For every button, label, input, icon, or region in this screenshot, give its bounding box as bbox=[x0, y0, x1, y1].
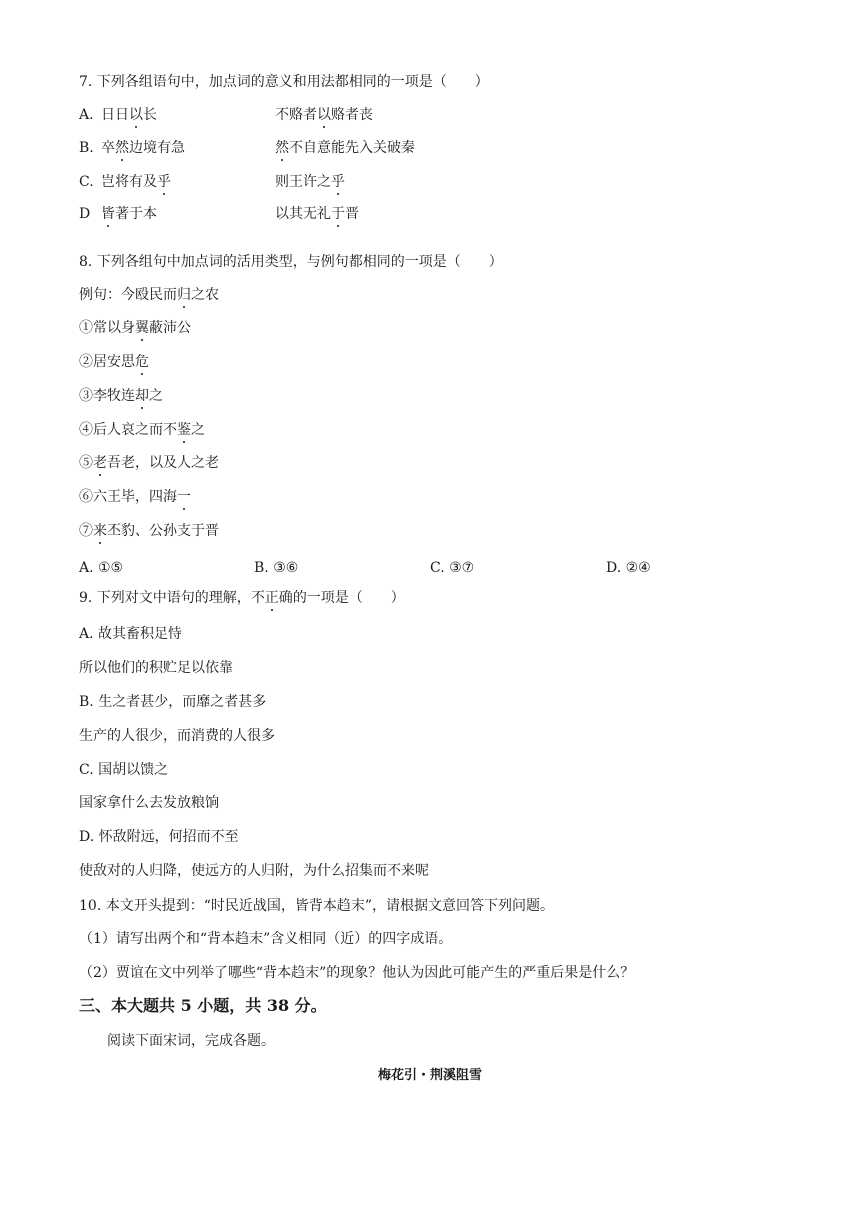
dotted-word: 老 bbox=[93, 455, 107, 471]
q8-item bbox=[79, 318, 191, 338]
dotted-word: 乎 bbox=[157, 174, 171, 190]
stem-text: 的一项是（ ） bbox=[292, 590, 405, 606]
q7-stem: 7. 下列各组语句中，加点词的意义和用法都相同的一项是（ ） bbox=[79, 74, 489, 90]
q7-option-d bbox=[79, 204, 157, 224]
option-text: 卒 bbox=[101, 140, 115, 156]
q9-stem bbox=[79, 588, 405, 608]
dotted-word: 乎 bbox=[331, 174, 345, 190]
q8-item bbox=[79, 521, 219, 541]
q8-item bbox=[79, 420, 205, 440]
q9-option-c: C. 国胡以馈之 bbox=[79, 762, 169, 778]
option-text: 以其无礼 bbox=[275, 206, 331, 222]
option-text: 则王许之 bbox=[275, 174, 331, 190]
q8-item bbox=[79, 453, 219, 473]
dotted-word: 归 bbox=[177, 287, 191, 303]
dotted-word: 然 bbox=[115, 140, 129, 156]
dotted-word: 于 bbox=[331, 206, 345, 222]
section-title: 三、本大题共 5 小题，共 38 分。 bbox=[79, 996, 327, 1015]
poem-title: 梅花引・荆溪阻雪 bbox=[377, 1068, 482, 1083]
q10-sub1: （1）请写出两个和“背本趋末”含义相同（近）的四字成语。 bbox=[79, 931, 453, 947]
q7-option-a bbox=[79, 105, 157, 125]
example-text: 之农 bbox=[191, 287, 219, 303]
item-text: 蔽沛公 bbox=[149, 320, 191, 336]
item-text: 吾老，以及人之老 bbox=[107, 455, 219, 471]
q7-option-a-right bbox=[275, 105, 373, 125]
item-text: 丕豹、公孙支于晋 bbox=[107, 523, 219, 539]
q8-answer-d: D. ②④ bbox=[606, 560, 651, 576]
q9-translation-c: 国家拿什么去发放粮饷 bbox=[79, 795, 219, 811]
q8-stem: 8. 下列各组句中加点词的活用类型，与例句都相同的一项是（ ） bbox=[79, 254, 503, 270]
item-text: ②居安思 bbox=[79, 354, 135, 370]
dotted-word: 一 bbox=[177, 489, 191, 505]
option-text: 岂将有及 bbox=[101, 174, 157, 190]
dotted-word: 皆 bbox=[101, 206, 115, 222]
q10-stem: 10. 本文开头提到：“时民近战国，皆背本趋末”，请根据文意回答下列问题。 bbox=[79, 898, 555, 914]
dotted-word: 然 bbox=[275, 140, 289, 156]
item-text: ④后人哀之而不 bbox=[79, 422, 177, 438]
dotted-word: 不正确 bbox=[250, 590, 293, 606]
option-text: 晋 bbox=[345, 206, 359, 222]
dotted-word: 翼 bbox=[135, 320, 149, 336]
option-text: 不自意能先入关破秦 bbox=[289, 140, 415, 156]
option-label: D bbox=[79, 206, 91, 222]
item-text: 之 bbox=[149, 388, 163, 404]
q7-option-b-right bbox=[275, 138, 415, 158]
q7-option-c-right bbox=[275, 172, 345, 192]
reading-instruction: 阅读下面宋词，完成各题。 bbox=[107, 1033, 275, 1049]
q9-option-a: A. 故其畜积足恃 bbox=[79, 626, 183, 642]
item-text: ③李牧连 bbox=[79, 388, 135, 404]
option-text: 边境有急 bbox=[129, 140, 185, 156]
dotted-word: 以 bbox=[317, 107, 331, 123]
option-text: 不赂者 bbox=[275, 107, 317, 123]
item-text: ⑥六王毕，四海 bbox=[79, 489, 177, 505]
q8-answer-a: A. ①⑤ bbox=[79, 560, 124, 576]
option-text: 赂者丧 bbox=[331, 107, 373, 123]
stem-text: 9. 下列对文中语句的理解， bbox=[79, 590, 251, 606]
dotted-word: 鉴 bbox=[177, 422, 191, 438]
example-text: 例句：今殴民而 bbox=[79, 287, 177, 303]
q8-example bbox=[79, 285, 219, 305]
q9-option-d: D. 怀敌附远，何招而不至 bbox=[79, 829, 239, 845]
option-label: C. bbox=[79, 174, 94, 190]
option-text: 著于本 bbox=[115, 206, 157, 222]
q9-translation-d: 使敌对的人归降，使远方的人归附，为什么招集而不来呢 bbox=[79, 863, 429, 879]
q7-option-c bbox=[79, 172, 171, 192]
q9-translation-b: 生产的人很少，而消费的人很多 bbox=[79, 728, 275, 744]
q8-answer-c: C. ③⑦ bbox=[430, 560, 475, 576]
q8-item bbox=[79, 352, 149, 372]
option-label: B. bbox=[79, 140, 94, 156]
q8-item bbox=[79, 487, 191, 507]
dotted-word: 却 bbox=[135, 388, 149, 404]
q10-sub2: （2）贾谊在文中列举了哪些“背本趋末”的现象？他认为因此可能产生的严重后果是什么？ bbox=[79, 965, 635, 981]
item-text: ⑦ bbox=[79, 523, 93, 539]
q9-option-b: B. 生之者甚少，而靡之者甚多 bbox=[79, 694, 267, 710]
q9-translation-a: 所以他们的积贮足以依靠 bbox=[79, 660, 233, 676]
option-label: A. bbox=[79, 107, 94, 123]
option-text: 日日 bbox=[101, 107, 129, 123]
dotted-word: 危 bbox=[135, 354, 149, 370]
q7-option-d-right bbox=[275, 204, 359, 224]
dotted-word: 来 bbox=[93, 523, 107, 539]
q8-item bbox=[79, 386, 163, 406]
item-text: ⑤ bbox=[79, 455, 93, 471]
option-text: 长 bbox=[143, 107, 157, 123]
item-text: ①常以身 bbox=[79, 320, 135, 336]
q7-option-b bbox=[79, 138, 185, 158]
item-text: 之 bbox=[191, 422, 205, 438]
dotted-word: 以 bbox=[129, 107, 143, 123]
q8-answer-b: B. ③⑥ bbox=[254, 560, 299, 576]
